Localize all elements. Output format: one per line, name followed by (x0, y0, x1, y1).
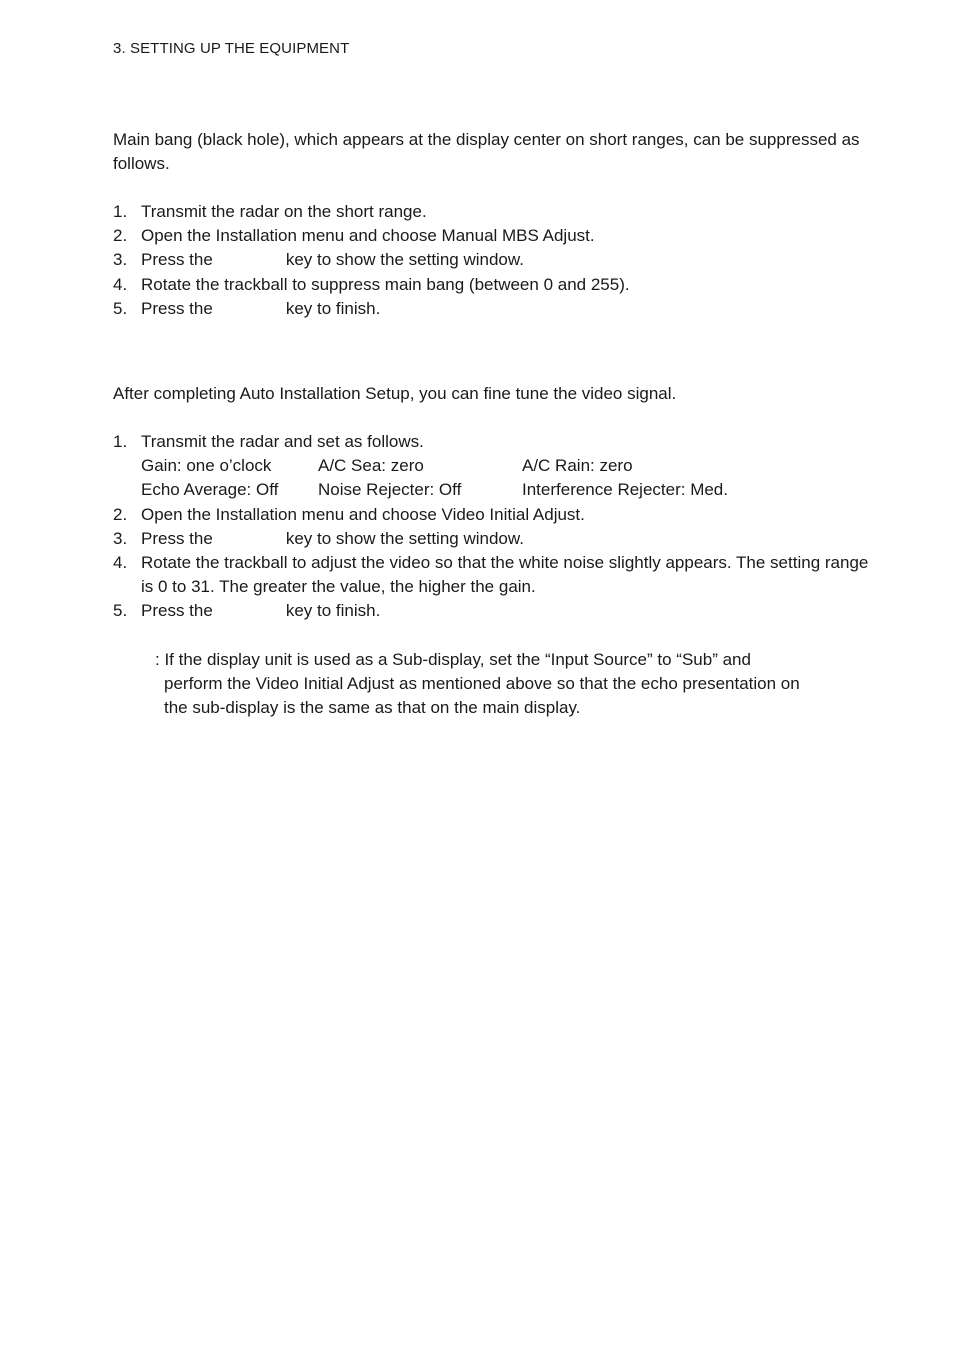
video-step-1 (113, 430, 873, 503)
mbs-step-list (113, 200, 873, 321)
setting-echo-average: Echo Average: Off (141, 480, 279, 500)
step-text-after-key: key to show the setting window. (285, 250, 524, 270)
step-text: Transmit the radar on the short range. (141, 202, 427, 221)
video-step-4 (113, 551, 873, 599)
running-header: 3. SETTING UP THE EQUIPMENT (113, 40, 350, 57)
step-text: Open the Installation menu and choose Manual MBS Adjust. (141, 226, 595, 246)
video-step-3 (113, 527, 873, 551)
step-number: 4. (113, 274, 128, 294)
step-number: 2. (113, 226, 128, 246)
step-text-after-key: key to finish. (285, 601, 381, 621)
step-text: Transmit the radar and set as follows. (141, 432, 424, 451)
step-number: 5. (113, 601, 128, 621)
step-text-before-key: Press the (141, 528, 213, 548)
step-text: Open the Installation menu and choose Video Initial Adjust. (141, 504, 585, 524)
step-number: 1. (113, 432, 128, 451)
setting-ac-rain: A/C Rain: zero (522, 456, 633, 476)
note-line-3: the sub-display is the same as that on the main display. (164, 698, 581, 717)
video-intro-paragraph: After completing Auto Installation Setup, you can fine tune the video signal. (113, 384, 677, 403)
video-step-list (113, 430, 873, 624)
step-number: 4. (113, 553, 128, 573)
step-text: Rotate the trackball to adjust the video so that the white noise slightly appears. The setting range is 0 to 31. The greater the value, the higher the gain. (141, 553, 869, 597)
step-text-before-key: Press the (141, 298, 213, 318)
step-text-before-key: Press the (141, 250, 213, 270)
setting-interference-rejecter: Interference Rejecter: Med. (522, 480, 728, 500)
setting-gain: Gain: one o’clock (141, 456, 272, 476)
step-number: 5. (113, 298, 128, 318)
video-step-2 (113, 503, 873, 527)
step-text: Rotate the trackball to suppress main bang (between 0 and 255). (141, 274, 630, 294)
video-step-5 (113, 599, 873, 623)
setting-ac-sea: A/C Sea: zero (318, 456, 424, 476)
mbs-step-5 (113, 297, 873, 321)
note-line-1: : If the display unit is used as a Sub-display, set the “Input Source” to “Sub” and (155, 650, 751, 669)
step-text-after-key: key to show the setting window. (285, 528, 524, 548)
step-number: 1. (113, 202, 128, 221)
mbs-intro-paragraph: Main bang (black hole), which appears at the display center on short ranges, can be suppressed as follows. (113, 130, 860, 173)
setting-noise-rejecter: Noise Rejecter: Off (318, 480, 462, 500)
mbs-step-3 (113, 248, 873, 272)
note-line-2: perform the Video Initial Adjust as mentioned above so that the echo presentation on (164, 674, 800, 693)
settings-row-2 (141, 478, 873, 502)
settings-row-1 (141, 454, 873, 478)
step-text-after-key: key to finish. (285, 298, 381, 318)
step-number: 3. (113, 528, 128, 548)
sub-display-note (155, 648, 875, 720)
step-text-before-key: Press the (141, 601, 213, 621)
mbs-step-1 (113, 200, 873, 224)
mbs-step-2 (113, 224, 873, 248)
step-number: 3. (113, 250, 128, 270)
mbs-step-4 (113, 273, 873, 297)
step-number: 2. (113, 504, 128, 524)
